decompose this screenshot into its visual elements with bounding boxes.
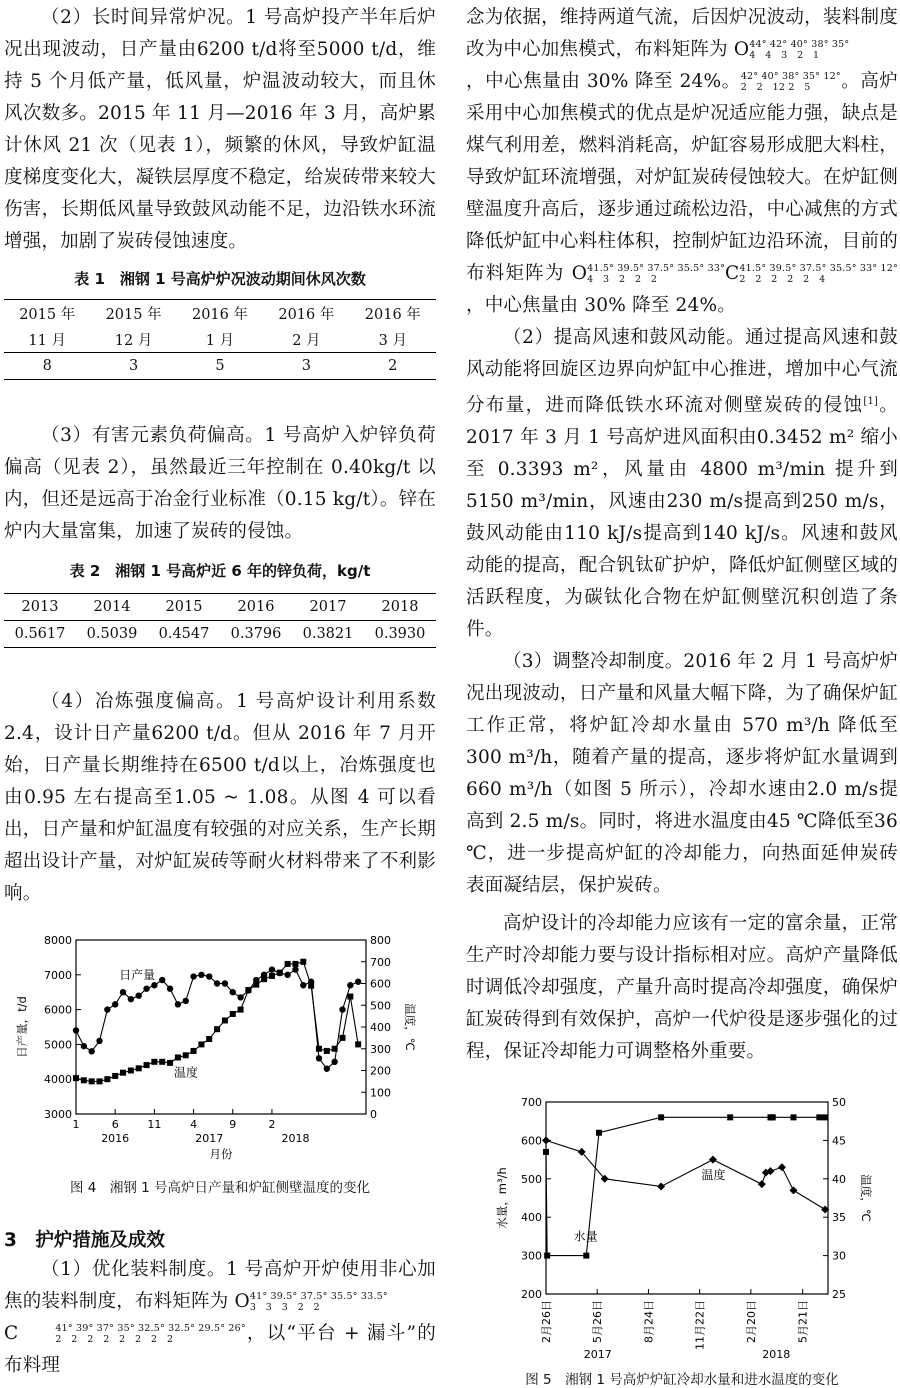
table-cell-value: 0.5617 xyxy=(4,621,76,648)
plot-frame xyxy=(546,1102,828,1294)
data-point xyxy=(159,977,165,983)
data-point xyxy=(214,1026,220,1032)
data-point xyxy=(292,961,298,967)
x-axis-label: 月份 xyxy=(209,1147,233,1161)
data-point xyxy=(355,1041,361,1047)
x-tick-label: 1 xyxy=(72,1118,80,1131)
table-cell-year: 2016 xyxy=(220,594,292,621)
data-point xyxy=(89,1078,95,1084)
data-point xyxy=(222,980,228,986)
data-point xyxy=(128,1068,134,1074)
table-cell-year: 2016 年 xyxy=(177,300,263,327)
x-tick-label: 8月24日 xyxy=(642,1300,656,1344)
x-tick-label: 2月20日 xyxy=(744,1300,758,1344)
data-point xyxy=(300,982,306,988)
table-1-grid xyxy=(4,299,436,380)
table-cell-month: 12 月 xyxy=(114,332,153,349)
table-1 xyxy=(4,268,436,380)
table-cell-month: 2 月 xyxy=(292,332,321,349)
table-1-value-row xyxy=(4,353,436,380)
left-column xyxy=(4,0,436,1382)
table-cell-year: 2015 年 xyxy=(90,300,176,327)
data-point xyxy=(238,1007,244,1013)
data-point xyxy=(758,1180,766,1188)
series-label-temperature: 温度 xyxy=(701,1168,726,1183)
table-cell-value: 2 xyxy=(350,353,436,380)
data-point xyxy=(222,1017,228,1023)
table-cell-year: 2014 xyxy=(76,594,148,621)
data-point xyxy=(183,1052,189,1058)
data-point xyxy=(324,1066,330,1072)
data-point xyxy=(230,1011,236,1017)
data-point xyxy=(253,982,259,988)
data-point xyxy=(277,970,283,976)
table-2 xyxy=(4,560,436,648)
data-point xyxy=(543,1149,549,1155)
table-cell-year: 2017 xyxy=(292,594,364,621)
y-tick-label: 300 xyxy=(521,1249,542,1263)
data-point xyxy=(230,989,236,995)
ore-matrix-1: 41° 39.5° 37.5° 35.5° 33.5° 3 3 3 2 2 xyxy=(249,1291,388,1313)
data-point xyxy=(789,1186,797,1194)
data-point xyxy=(198,1041,204,1047)
x-tick-label: 5月21日 xyxy=(796,1300,810,1344)
y2-tick-label: 40 xyxy=(832,1172,846,1186)
data-point xyxy=(167,1060,173,1066)
x-tick-label: 2 xyxy=(268,1118,276,1131)
data-point xyxy=(331,1059,337,1065)
data-point xyxy=(104,1076,110,1082)
y2-axis-label: 温度，℃ xyxy=(859,1174,873,1222)
data-point xyxy=(237,994,243,1000)
ore-matrix-2: 44° 42° 40° 38° 35° 4 4 3 2 1 xyxy=(749,39,850,61)
table-1-month-row xyxy=(4,326,436,353)
data-point xyxy=(790,1115,796,1121)
y-tick-label: 4000 xyxy=(44,1073,72,1087)
y2-tick-label: 400 xyxy=(370,1021,391,1034)
y2-axis-label: 温度，℃ xyxy=(403,1003,417,1051)
data-point xyxy=(143,986,149,992)
y-tick-label: 5000 xyxy=(44,1038,72,1052)
y2-tick-label: 100 xyxy=(370,1086,391,1100)
plot-frame xyxy=(76,940,366,1114)
y-tick-label: 6000 xyxy=(44,1003,72,1017)
data-point xyxy=(355,979,361,985)
data-point xyxy=(347,994,353,1000)
paragraph-charging-system: （1）优化装料制度。1 号高炉开炉使用非心加焦的装料制度，布料矩阵为 O 41° 39.5° 37.5° 35.5° 33.5° 3 3 3 2 2 C 41° 39° 37° 35° 32.5° 32.5° 29.5° 26° 2 2 2 2 2 2 2 2 ，以“平台 + 漏斗”的布料理 xyxy=(4,1259,436,1376)
section-3-title: 3 护炉措施及成效 xyxy=(4,1230,165,1251)
y2-tick-label: 700 xyxy=(370,955,391,969)
y-tick-label: 700 xyxy=(521,1096,542,1110)
y2-tick-label: 600 xyxy=(370,977,391,991)
y2-tick-label: 500 xyxy=(370,999,391,1013)
table-cell-month: 1 月 xyxy=(205,332,235,349)
y2-tick-label: 300 xyxy=(370,1042,391,1056)
data-point xyxy=(308,983,314,989)
year-label: 2018 xyxy=(762,1348,791,1362)
data-point xyxy=(112,1073,118,1079)
data-point xyxy=(104,1006,110,1012)
table-cell-value: 8 xyxy=(4,353,90,380)
year-label: 2017 xyxy=(195,1132,224,1145)
table-cell-month: 11 月 xyxy=(28,332,66,349)
x-tick-label: 6 xyxy=(111,1118,119,1131)
y2-tick-label: 30 xyxy=(832,1249,846,1263)
data-point xyxy=(269,973,275,979)
data-point xyxy=(191,1048,197,1054)
data-point xyxy=(198,972,204,978)
data-point xyxy=(770,1115,776,1121)
table-cell-value: 0.3821 xyxy=(292,621,364,648)
paragraph-blast-velocity: （2）提高风速和鼓风动能。通过提高风速和鼓风动能将回旋区边界向炉缸中心推进，增加中心气流分布量，进而降低铁水环流对侧壁炭砖的侵蚀[1]。2017 年 3 月 1 号高炉进风面积由0.3452 m² 缩小至 0.3393 m²，风量由 4800 m³/min 提升到 5150 m³/min，风速由230 m/s提高到250 m/s，鼓风动能由110 kJ/s提高到140 kJ/s。风速和鼓风动能的提高，配合钒钛矿护炉，降低炉缸侧壁区域的活跃程度，为碳钛化合物在炉缸侧壁沉积创造了条件。 xyxy=(466,327,898,641)
data-point xyxy=(339,1006,345,1012)
data-point xyxy=(245,987,251,993)
data-point xyxy=(73,1075,79,1081)
paragraph-cooling-system: （3）调整冷却制度。2016 年 2 月 1 号高炉炉况出现波动，日产量和风量大幅下降，为了确保炉缸工作正常，将炉缸冷却水量由 570 m³/h 降低至 300 m³/h，随着产量的提高，逐步将炉缸水量调到 660 m³/h（如图 5 所示），冷却水速由2.0 m/s提高到 2.5 m/s。同时，将进水温度由45 ℃降低至36 ℃，进一步提高炉缸的冷却能力，向热面延伸炭砖表面凝结层，保护炭砖。 xyxy=(466,651,898,897)
data-point xyxy=(300,959,306,965)
table-cell-value: 5 xyxy=(177,353,263,380)
data-point xyxy=(136,992,142,998)
data-point xyxy=(339,1035,345,1041)
charging-text-a: （1）优化装料制度。1 号高炉开炉使用非心加焦的装料制度，布料矩阵为 O xyxy=(4,1259,436,1312)
data-point xyxy=(159,1059,165,1065)
table-1-year-row xyxy=(4,300,436,327)
coke-matrix-1: 41° 39° 37° 35° 32.5° 32.5° 29.5° 26° 2 2 2 2 2 2 2 2 xyxy=(55,1323,246,1345)
right-column xyxy=(466,0,898,1388)
data-point xyxy=(816,1115,822,1121)
figure-4-chart xyxy=(4,932,436,1172)
data-point xyxy=(284,972,290,978)
table-2-caption: 表 2 湘钢 1 号高炉近 6 年的锌负荷，kg/t xyxy=(69,562,371,580)
table-cell-year: 2013 xyxy=(4,594,76,621)
series-label-water: 水量 xyxy=(573,1229,598,1244)
x-tick-label: 11 xyxy=(147,1118,162,1131)
series-label-temperature: 温度 xyxy=(173,1065,198,1080)
data-point xyxy=(583,1253,589,1259)
paragraph-smelting-intensity: （4）冶炼强度偏高。1 号高炉设计利用系数 2.4，设计日产量6200 t/d。但从 2016 年 7 月开始，日产量长期维持在6500 t/d以上，冶炼强度也由0.95 左右提高至1.05 ~ 1.08。从图 4 可以看出，日产量和炉缸温度有较强的对应关系，生产长期超出设计产量，对炉缸炭砖等耐火材料带来了不利影响。 xyxy=(4,691,436,904)
data-point xyxy=(778,1163,786,1171)
data-point xyxy=(316,1055,322,1061)
table-cell-month: 3 月 xyxy=(378,332,407,349)
data-point xyxy=(88,1048,94,1054)
table-cell-value: 3 xyxy=(263,353,349,380)
data-point xyxy=(658,1115,664,1121)
table-cell-year: 2016 年 xyxy=(350,300,436,327)
data-point xyxy=(214,980,220,986)
data-point xyxy=(292,966,298,972)
table-cell-value: 0.3930 xyxy=(364,621,436,648)
figure-5-chart xyxy=(466,1094,898,1364)
data-point xyxy=(81,1043,87,1049)
data-point xyxy=(316,1046,322,1052)
coke-matrix-3: 41.5° 39.5° 37.5° 35.5° 33° 12° 2 2 2 2 2 4 xyxy=(739,263,898,285)
y2-tick-label: 0 xyxy=(370,1108,377,1121)
data-point xyxy=(190,973,196,979)
paragraph-harmful-elements: （3）有害元素负荷偏高。1 号高炉入炉锌负荷偏高（见表 2），虽然最近三年控制在 0.40kg/t 以内，但还是远高于冶金行业标准（0.15 kg/t）。锌在炉内大量富集，加速了炭砖的侵蚀。 xyxy=(4,425,436,542)
y-tick-label: 7000 xyxy=(44,968,72,982)
y2-tick-label: 25 xyxy=(832,1288,846,1302)
y2-tick-label: 50 xyxy=(832,1096,846,1110)
data-point xyxy=(81,1077,87,1083)
series-label-output: 日产量 xyxy=(119,967,156,982)
data-point xyxy=(120,1070,126,1076)
data-point xyxy=(269,966,275,972)
data-point xyxy=(73,1027,79,1033)
x-axis-label xyxy=(646,1363,669,1364)
y2-tick-label: 45 xyxy=(832,1134,846,1148)
coke-matrix-2: 42° 40° 38° 35° 12° 2 2 12 2 5 xyxy=(740,71,841,93)
y2-tick-label: 200 xyxy=(370,1064,391,1078)
year-label: 2017 xyxy=(583,1348,612,1362)
data-point xyxy=(151,1059,157,1065)
year-label: 2018 xyxy=(281,1132,310,1145)
data-point xyxy=(596,1130,602,1136)
data-point xyxy=(285,961,291,967)
data-point xyxy=(144,1062,150,1068)
data-point xyxy=(175,1054,181,1060)
table-cell-year: 2016 年 xyxy=(263,300,349,327)
data-point xyxy=(544,1253,550,1259)
series-line-temperature xyxy=(546,1141,825,1210)
table-1-caption: 表 1 湘钢 1 号高炉炉况波动期间休风次数 xyxy=(74,270,366,288)
y-tick-label: 8000 xyxy=(44,934,72,947)
table-2-year-row xyxy=(4,594,436,621)
data-point xyxy=(324,1048,330,1054)
y-tick-label: 400 xyxy=(521,1211,542,1225)
x-tick-label: 11月22日 xyxy=(693,1300,707,1351)
data-point xyxy=(96,1038,102,1044)
data-point xyxy=(332,1046,338,1052)
table-cell-value: 0.3796 xyxy=(220,621,292,648)
y-tick-label: 600 xyxy=(521,1134,542,1148)
data-point xyxy=(128,996,134,1002)
ore-matrix-3: 41.5° 39.5° 37.5° 35.5° 33° 4 3 2 2 2 xyxy=(587,263,726,285)
data-point xyxy=(347,982,353,988)
data-point xyxy=(167,986,173,992)
data-point xyxy=(136,1065,142,1071)
table-2-value-row xyxy=(4,621,436,648)
data-point xyxy=(261,976,267,982)
y-axis-label: 水量，m³/h xyxy=(495,1167,509,1229)
table-cell-value: 3 xyxy=(90,353,176,380)
x-tick-label: 9 xyxy=(229,1118,237,1131)
data-point xyxy=(112,1001,118,1007)
data-point xyxy=(97,1078,103,1084)
table-cell-year: 2015 年 xyxy=(4,300,90,327)
paragraph-center-coke: 念为依据，维持两道气流，后因炉况波动，装料制度改为中心加焦模式，布料矩阵为 O 44° 42° 40° 38° 35° 4 4 3 2 1 ，中心焦量由 30% 降至 24%。 42° 40° 38° 35° 12° 2 2 12 2 5 。高炉采用中心加焦模式的优点是炉况适应能力强，缺点是煤气利用差，燃料消耗高，炉缸容易形成肥大料柱，导致炉缸环流增强，对炉缸炭砖侵蚀较大。在炉缸侧壁温度升高后，逐步通过疏松边沿，中心减焦的方式降低炉缸中心料柱体积，控制炉缸边沿环流，目前的布料矩阵为 O 41.5° 39.5° 37.5° 35.5° 33° 4 3 2 2 2 C 41.5° 39.5° 37.5° 35.5° 33° 12° 2 2 2 2 2 4 ，中心焦量由 30% 降至 24%。 xyxy=(466,7,898,316)
x-tick-label: 5月26日 xyxy=(591,1300,605,1344)
year-label: 2016 xyxy=(101,1132,130,1145)
table-cell-value: 0.5039 xyxy=(76,621,148,648)
data-point xyxy=(709,1156,717,1164)
data-point xyxy=(542,1137,550,1145)
y-axis-label: 日产量，t/d xyxy=(15,996,29,1058)
table-cell-year: 2015 xyxy=(148,594,220,621)
x-tick-label: 4 xyxy=(190,1118,198,1131)
y-tick-label: 500 xyxy=(521,1172,542,1186)
data-point xyxy=(120,989,126,995)
table-cell-value: 0.4547 xyxy=(148,621,220,648)
data-point xyxy=(206,973,212,979)
data-point xyxy=(151,982,157,988)
figure-5-caption: 图 5 湘钢 1 号高炉炉缸冷却水量和进水温度的变化 xyxy=(525,1372,839,1388)
x-tick-label: 2月26日 xyxy=(540,1300,553,1344)
y-tick-label: 200 xyxy=(521,1288,542,1302)
data-point xyxy=(657,1183,665,1191)
y2-tick-label: 35 xyxy=(832,1211,846,1225)
data-point xyxy=(175,1001,181,1007)
data-point xyxy=(183,998,189,1004)
paragraph-abnormal-condition: （2）长时间异常炉况。1 号高炉投产半年后炉况出现波动，日产量由6200 t/d将至5000 t/d，维持 5 个月低产量，低风量，炉温波动较大，而且休风次数多。2015 年 11 月—2016 年 3 月，高炉累计休风 21 次（见表 1），频繁的休风，导致炉缸温度梯度变化大，凝铁层厚度不稳定，给炭砖带来较大伤害，长期低风量导致鼓风动能不足，边沿铁水环流增强，加剧了炭砖侵蚀速度。 xyxy=(4,7,436,252)
citation-1: [1] xyxy=(863,396,879,407)
data-point xyxy=(822,1115,828,1121)
paragraph-cooling-capacity: 高炉设计的冷却能力应该有一定的富余量，正常生产时冷却能力要与设计指标相对应。高炉产量降低时调低冷却强度，产量升高时提高冷却强度，确保炉缸炭砖得到有效保护，高炉一代炉役是逐步强化的过程，保证冷却能力可调整格外重要。 xyxy=(466,913,898,1063)
data-point xyxy=(727,1115,733,1121)
y2-tick-label: 800 xyxy=(370,934,391,947)
figure-4-caption: 图 4 湘钢 1 号高炉日产量和炉缸侧壁温度的变化 xyxy=(69,1180,371,1196)
table-cell-year: 2018 xyxy=(364,594,436,621)
table-2-grid xyxy=(4,593,436,648)
y-tick-label: 3000 xyxy=(44,1108,72,1121)
data-point xyxy=(206,1036,212,1042)
